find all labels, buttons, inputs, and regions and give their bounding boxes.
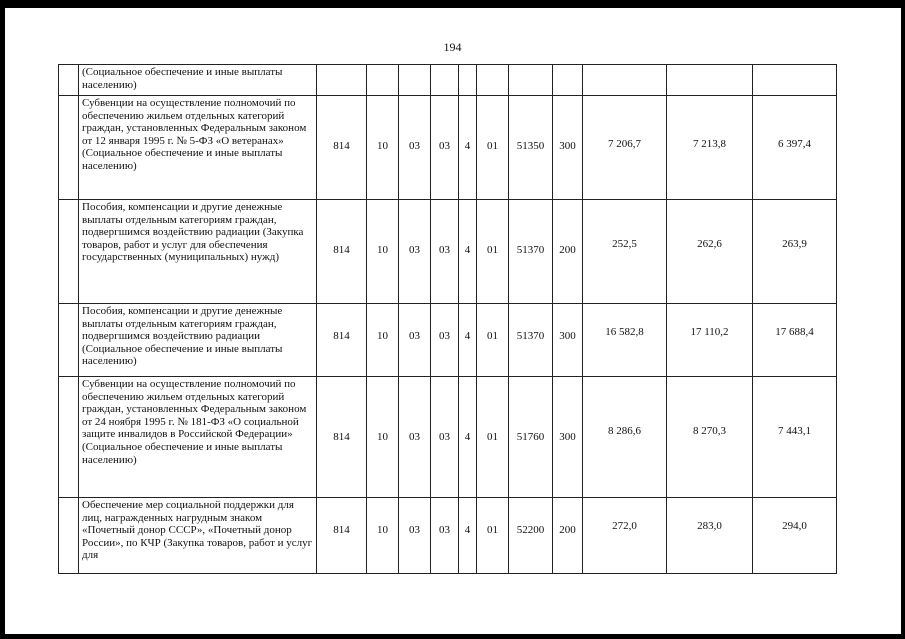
scan-border-top: [0, 0, 905, 8]
index-cell: [59, 200, 79, 304]
event-code: 01: [477, 304, 509, 377]
subprogram-code: 4: [459, 377, 477, 498]
direction-code: 51370: [509, 304, 553, 377]
page-number: 194: [443, 40, 462, 54]
ministry-code: 814: [317, 377, 367, 498]
event-code: [477, 65, 509, 96]
amount-year-3: 294,0: [753, 498, 837, 574]
ministry-code: [317, 65, 367, 96]
program-code: 03: [431, 498, 459, 574]
amount-year-2: 283,0: [667, 498, 753, 574]
amount-year-3: 263,9: [753, 200, 837, 304]
subsection-code: 03: [399, 96, 431, 200]
program-code: 03: [431, 304, 459, 377]
section-code: 10: [367, 200, 399, 304]
subsection-code: 03: [399, 200, 431, 304]
amount-year-1: [583, 65, 667, 96]
description-cell: (Социальное обеспечение и иные выплаты населению): [79, 65, 317, 96]
subprogram-code: 4: [459, 498, 477, 574]
amount-year-2: 8 270,3: [667, 377, 753, 498]
amount-year-2: [667, 65, 753, 96]
program-code: [431, 65, 459, 96]
index-cell: [59, 65, 79, 96]
amount-year-2: 17 110,2: [667, 304, 753, 377]
section-code: 10: [367, 377, 399, 498]
index-cell: [59, 304, 79, 377]
index-cell: [59, 498, 79, 574]
expense-type-code: [553, 65, 583, 96]
direction-code: 51370: [509, 200, 553, 304]
subprogram-code: 4: [459, 96, 477, 200]
section-code: 10: [367, 498, 399, 574]
index-cell: [59, 96, 79, 200]
table-row: [59, 304, 837, 377]
subsection-code: [399, 65, 431, 96]
amount-year-3: 7 443,1: [753, 377, 837, 498]
amount-year-2: 262,6: [667, 200, 753, 304]
subsection-code: 03: [399, 498, 431, 574]
amount-year-3: [753, 65, 837, 96]
scan-border-bottom: [0, 634, 905, 639]
program-code: 03: [431, 377, 459, 498]
table-row: [59, 498, 837, 574]
amount-year-1: 16 582,8: [583, 304, 667, 377]
amount-year-3: 6 397,4: [753, 96, 837, 200]
event-code: 01: [477, 377, 509, 498]
direction-code: 52200: [509, 498, 553, 574]
ministry-code: 814: [317, 304, 367, 377]
ministry-code: 814: [317, 200, 367, 304]
amount-year-3: 17 688,4: [753, 304, 837, 377]
description-cell: Пособия, компенсации и другие денежные выплаты отдельным категориям граждан, подвергшимся воздействию радиации (Закупка товаров, работ и услуг для обеспечения государственных (муниципальных) нужд): [79, 200, 317, 304]
subprogram-code: 4: [459, 304, 477, 377]
table-row: [59, 200, 837, 304]
direction-code: 51350: [509, 96, 553, 200]
table-row: [59, 377, 837, 498]
event-code: 01: [477, 498, 509, 574]
amount-year-1: 252,5: [583, 200, 667, 304]
program-code: 03: [431, 96, 459, 200]
scan-border-left: [0, 0, 5, 639]
expense-type-code: 300: [553, 377, 583, 498]
subsection-code: 03: [399, 304, 431, 377]
direction-code: [509, 65, 553, 96]
subprogram-code: 4: [459, 200, 477, 304]
table-row: [59, 65, 837, 96]
ministry-code: 814: [317, 498, 367, 574]
description-cell: Пособия, компенсации и другие денежные выплаты отдельным категориям граждан, подвергшимся воздействию радиации (Социальное обеспечение и иные выплаты населению): [79, 304, 317, 377]
section-code: [367, 65, 399, 96]
ministry-code: 814: [317, 96, 367, 200]
budget-table: [58, 64, 837, 574]
section-code: 10: [367, 304, 399, 377]
amount-year-1: 7 206,7: [583, 96, 667, 200]
scan-border-right: [901, 0, 905, 639]
table-row: [59, 96, 837, 200]
description-cell: Субвенции на осуществление полномочий по обеспечению жильем отдельных категорий граждан, установленных Федеральным законом от 24 ноября 1995 г. № 181-ФЗ «О социальной защите инвалидов в Российской Федерации» (Социальное обеспечение и иные выплаты населению): [79, 377, 317, 498]
subsection-code: 03: [399, 377, 431, 498]
direction-code: 51760: [509, 377, 553, 498]
index-cell: [59, 377, 79, 498]
expense-type-code: 300: [553, 304, 583, 377]
amount-year-1: 272,0: [583, 498, 667, 574]
section-code: 10: [367, 96, 399, 200]
expense-type-code: 200: [553, 498, 583, 574]
event-code: 01: [477, 200, 509, 304]
event-code: 01: [477, 96, 509, 200]
expense-type-code: 200: [553, 200, 583, 304]
program-code: 03: [431, 200, 459, 304]
description-cell: Обеспечение мер социальной поддержки для лиц, награжденных нагрудным знаком «Почетный донор СССР», «Почетный донор России», по КЧР (Закупка товаров, работ и услуг для: [79, 498, 317, 574]
expense-type-code: 300: [553, 96, 583, 200]
subprogram-code: [459, 65, 477, 96]
amount-year-1: 8 286,6: [583, 377, 667, 498]
description-cell: Субвенции на осуществление полномочий по обеспечению жильем отдельных категорий граждан, установленных Федеральным законом от 12 января 1995 г. № 5-ФЗ «О ветеранах» (Социальное обеспечение и иные выплаты населению): [79, 96, 317, 200]
amount-year-2: 7 213,8: [667, 96, 753, 200]
